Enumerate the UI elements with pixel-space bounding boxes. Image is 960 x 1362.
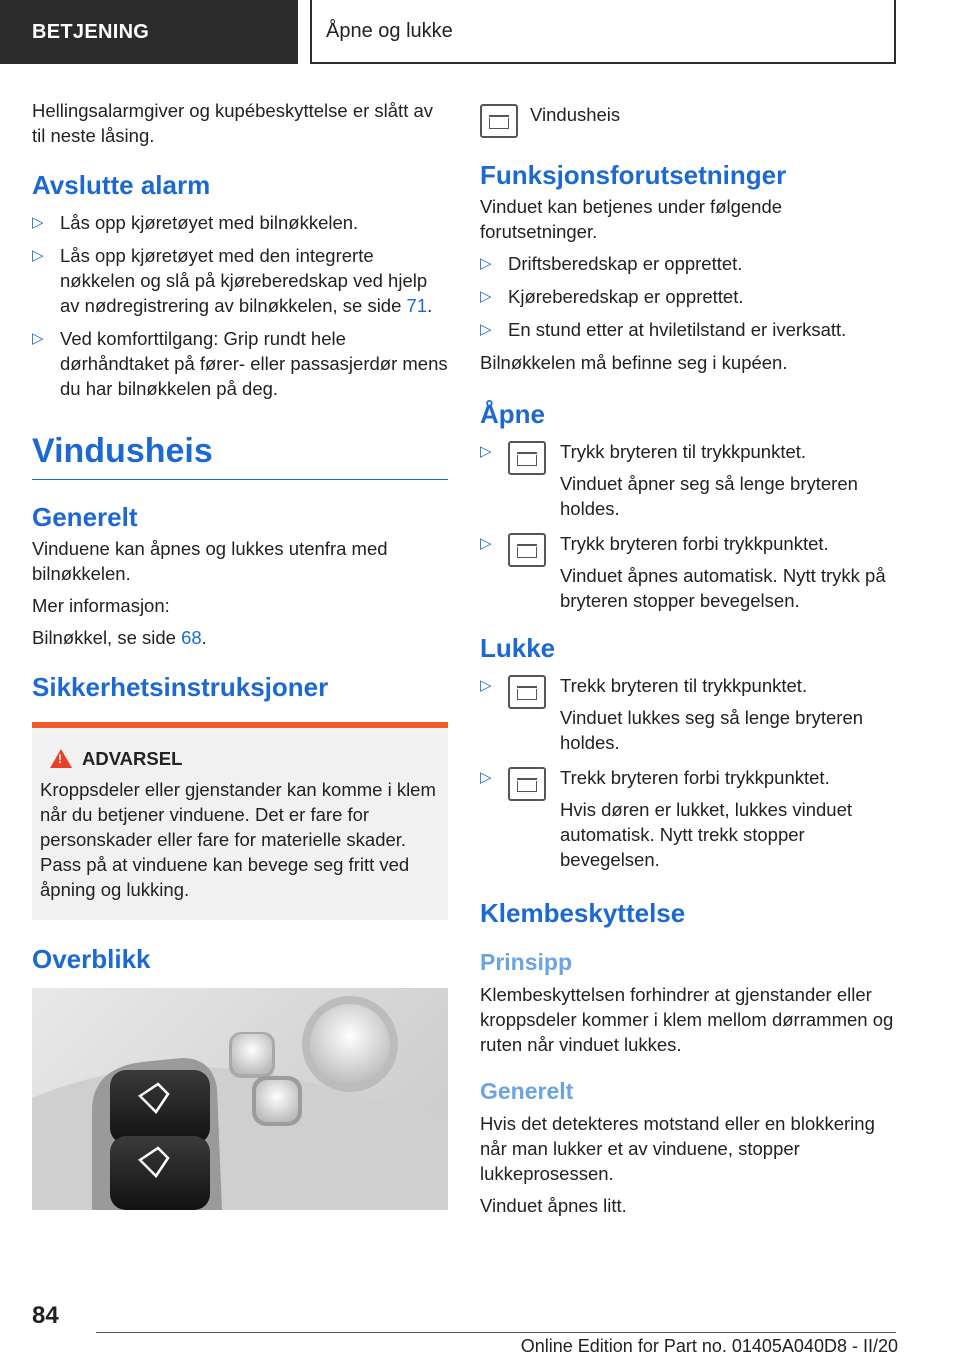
list-item: ▷ Trykk bryteren forbi trykkpunktet. Vinduet åpnes automatisk. Nytt trykk på bryteren stopper bevegelsen.	[480, 533, 886, 611]
close-heading: Lukke	[480, 633, 556, 663]
list-item: ▷ Lås opp kjøretøyet med bilnøkkelen.	[32, 212, 359, 233]
list-item: ▷ Ved komforttilgang: Grip rundt hele dørhåndtaket på fører- eller passasjerdør mens du har bilnøkkelen på deg.	[32, 328, 448, 399]
requirements-intro: Vinduet kan betjenes under følgende forutsetninger.	[480, 196, 783, 242]
window-switch-icon	[508, 533, 546, 567]
triangle-bullet-icon: ▷	[32, 330, 44, 347]
principle-heading: Prinsipp	[480, 949, 573, 975]
list-item: ▷ Kjøreberedskap er opprettet.	[480, 286, 744, 307]
generelt-heading: Generelt	[32, 502, 138, 532]
requirements-list	[480, 251, 898, 342]
page-link-71[interactable]: 71	[406, 295, 428, 316]
window-switch-icon	[508, 675, 546, 709]
chapter-title: Åpne og lukke	[326, 19, 453, 42]
key-reference: Bilnøkkel, se side 68.	[32, 627, 207, 648]
general-paragraph-2: Vinduet åpnes litt.	[480, 1195, 627, 1216]
list-item: ▷ Driftsberedskap er opprettet.	[480, 253, 743, 274]
window-switch-icon	[508, 441, 546, 475]
triangle-bullet-icon: ▷	[32, 214, 44, 231]
open-heading: Åpne	[480, 399, 545, 429]
triangle-bullet-icon: ▷	[480, 443, 492, 460]
warning-box	[32, 722, 448, 920]
page-link-68[interactable]: 68	[181, 627, 202, 648]
section-tab	[0, 0, 298, 64]
alarm-heading: Avslutte alarm	[32, 170, 211, 200]
general-heading: Generelt	[480, 1078, 574, 1104]
warning-title: ADVARSEL	[82, 748, 183, 769]
more-info-label: Mer informasjon:	[32, 595, 170, 616]
triangle-bullet-icon: ▷	[480, 769, 492, 786]
list-item: ▷ Trekk bryteren forbi trykkpunktet. Hvis døren er lukket, lukkes vinduet automatisk. Nytt trekk stopper bevegelsen.	[480, 767, 853, 870]
overview-heading: Overblikk	[32, 944, 151, 974]
left-column	[32, 98, 448, 1210]
open-list	[480, 439, 898, 613]
triangle-bullet-icon: ▷	[480, 288, 492, 305]
triangle-bullet-icon: ▷	[480, 535, 492, 552]
page-number: 84	[32, 1302, 59, 1329]
list-item: ▷ Trykk bryteren til trykkpunktet. Vinduet åpner seg så lenge bryteren holdes.	[480, 441, 858, 519]
legend-label: Vindusheis	[530, 104, 621, 125]
legend-row	[480, 104, 898, 138]
window-switch-icon	[480, 104, 518, 138]
section-heading: Vindusheis	[32, 431, 448, 480]
requirements-heading: Funksjonsforutsetninger	[480, 160, 787, 190]
safety-heading: Sikkerhetsinstruksjoner	[32, 672, 329, 702]
edition-note: Online Edition for Part no. 01405A040D8 - II/20	[520, 1336, 898, 1356]
window-switch-photo	[32, 988, 448, 1210]
triangle-bullet-icon: ▷	[32, 247, 44, 264]
warning-triangle-icon	[50, 749, 72, 768]
footer-divider	[96, 1332, 896, 1333]
intro-paragraph: Hellingsalarmgiver og kupébeskyttelse er slått av til neste låsing.	[32, 100, 434, 146]
triangle-bullet-icon: ▷	[480, 677, 492, 694]
alarm-list	[32, 210, 448, 401]
window-switch-icon	[508, 767, 546, 801]
chapter-tab	[310, 0, 896, 64]
window-switch-illustration	[32, 988, 448, 1210]
list-item: ▷ En stund etter at hviletilstand er iverksatt.	[480, 319, 847, 340]
list-item: ▷ Lås opp kjøretøyet med den integrerte nøkkelen og slå på kjøreberedskap ved hjelp av nødregistrering av bilnøkkelen, se side 71.	[32, 245, 433, 316]
section-title: BETJENING	[32, 20, 150, 43]
triangle-bullet-icon: ▷	[480, 255, 492, 272]
triangle-bullet-icon: ▷	[480, 321, 492, 338]
warning-text: Kroppsdeler eller gjenstander kan komme i klem når du betjener vinduene. Det er fare for personskader eller fare for materielle skader. Pass på at vinduene kan bevege seg fritt ved åpning og lukking.	[40, 779, 436, 900]
generelt-paragraph: Vinduene kan åpnes og lukkes utenfra med bilnøkkelen.	[32, 538, 388, 584]
requirements-outro: Bilnøkkelen må befinne seg i kupéen.	[480, 352, 788, 373]
right-column	[480, 104, 898, 1225]
warning-header	[40, 746, 440, 771]
general-paragraph: Hvis det detekteres motstand eller en blokkering når man lukker et av vinduene, stopper lukkeprosessen.	[480, 1113, 875, 1184]
close-list	[480, 673, 898, 872]
list-item: ▷ Trekk bryteren til trykkpunktet. Vinduet lukkes seg så lenge bryteren holdes.	[480, 675, 864, 753]
principle-paragraph: Klembeskyttelsen forhindrer at gjenstander eller kroppsdeler kommer i klem mellom dørrammen og ruten når vinduet lukkes.	[480, 984, 894, 1055]
pinch-heading: Klembeskyttelse	[480, 898, 686, 928]
